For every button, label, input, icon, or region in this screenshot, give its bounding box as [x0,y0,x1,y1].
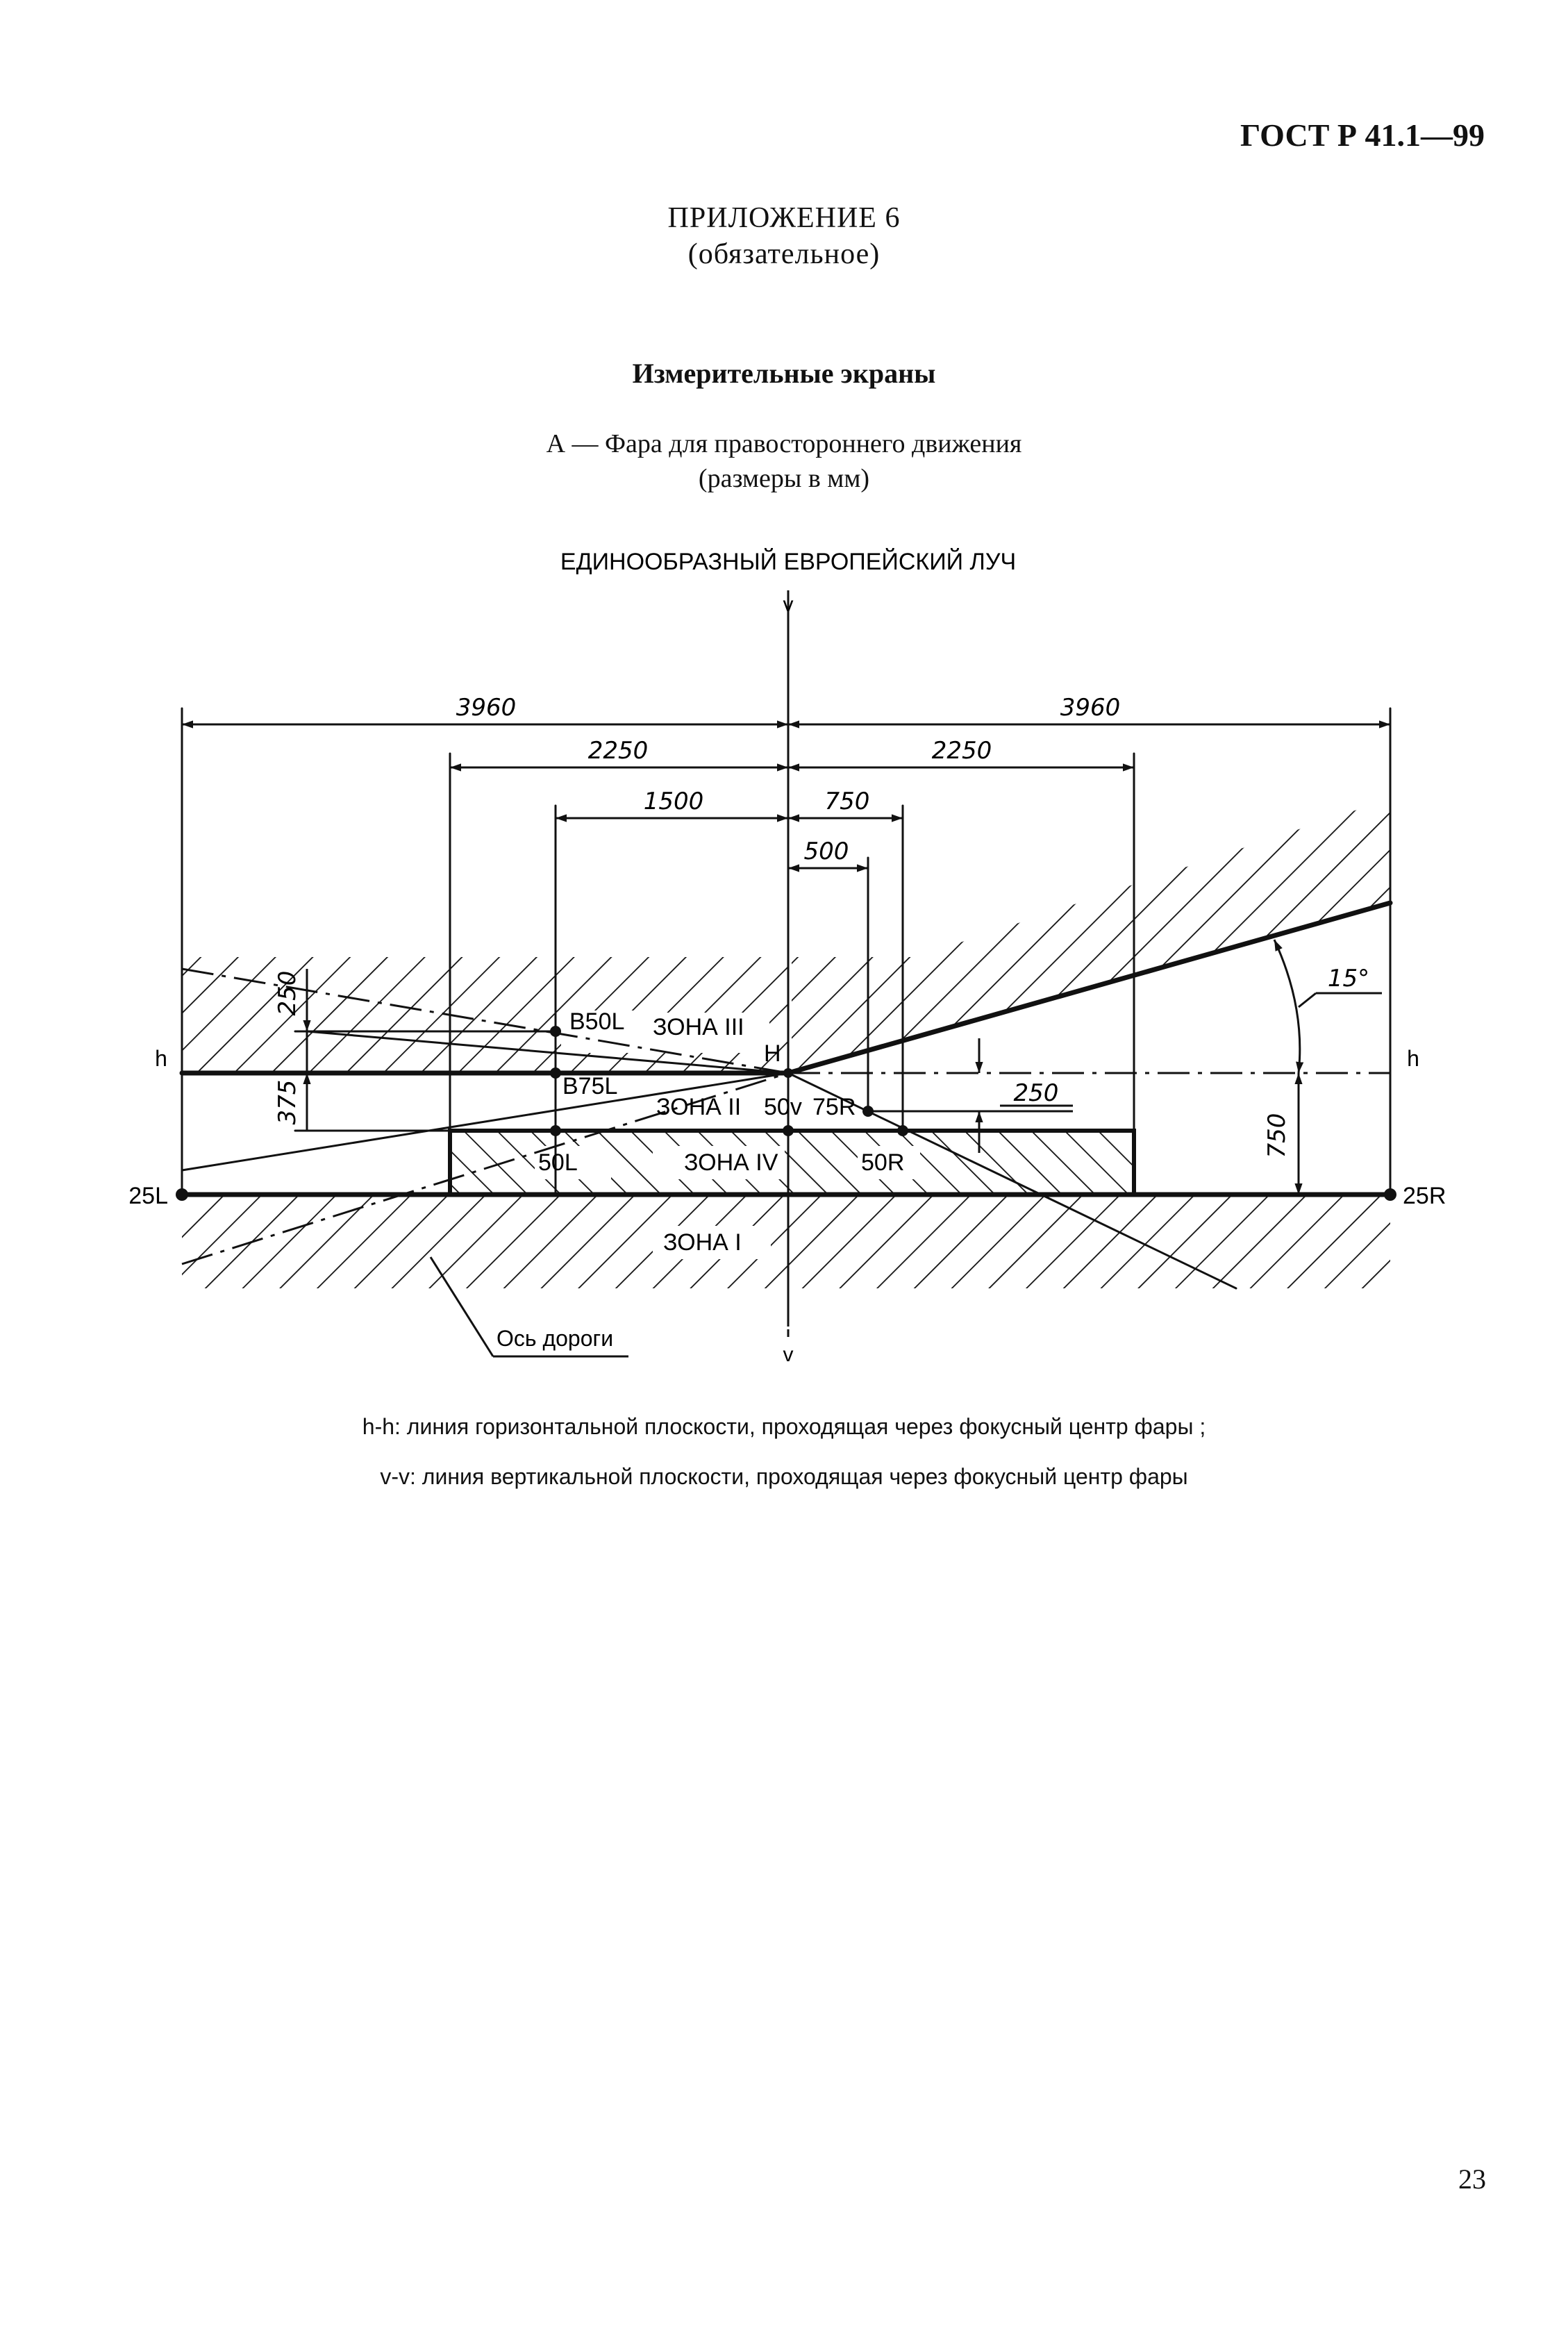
dim-angle-15: 15° [1327,965,1370,992]
label-zone-II: ЗОНА II [656,1094,742,1120]
label-50R: 50R [861,1149,905,1176]
dim-750: 750 [824,788,870,815]
dim-750-vertical: 750 [1263,1113,1291,1158]
label-50v: 50v [764,1094,802,1120]
label-H: H [764,1040,781,1067]
point-H-dot [783,1068,793,1078]
leader-15 [1299,993,1316,1007]
point-50R-dot [897,1125,908,1136]
note-vv: v-v: линия вертикальной плоскости, проходящая через фокусный центр фары [380,1464,1188,1489]
label-zone-III: ЗОНА III [653,1014,744,1040]
label-25L: 25L [128,1183,168,1209]
dim-2250-left: 2250 [587,737,649,765]
point-75R-dot [862,1106,874,1117]
axis-h-left: h [155,1046,167,1071]
dim-500: 500 [803,838,849,865]
axis-v-bottom: v [783,1343,794,1366]
dim-2250-right: 2250 [931,737,992,765]
dim-250-right: 250 [1013,1079,1059,1107]
note-hh: h-h: линия горизонтальной плоскости, проходящая через фокусный центр фары ; [362,1414,1206,1439]
dim-1500: 1500 [643,788,704,815]
document-code: ГОСТ Р 41.1—99 [1240,117,1485,153]
dim-3960-right: 3960 [1060,694,1121,722]
dim-250-left: 250 [274,970,301,1016]
point-B75L-dot [550,1067,561,1079]
annex-status: (обязательное) [687,238,881,270]
dim-375: 375 [274,1079,301,1125]
point-B50L-dot [550,1026,561,1037]
point-25R-dot [1384,1188,1396,1201]
subtitle-line-1: А — Фара для правостороннего движения [546,429,1022,458]
label-road-axis: Ось дороги [497,1326,614,1351]
point-25L-dot [176,1188,188,1201]
label-75R: 75R [812,1094,856,1120]
label-25R: 25R [1403,1183,1446,1209]
label-B75L: B75L [562,1073,618,1099]
upper-right-wedge [792,799,1390,1070]
diagram-heading: ЕДИНООБРАЗНЫЙ ЕВРОПЕЙСКИЙ ЛУЧ [560,549,1017,575]
label-zone-I: ЗОНА I [663,1229,742,1256]
label-zone-IV: ЗОНА IV [684,1149,778,1176]
axis-h-right: h [1407,1046,1419,1071]
angle-arc-15 [1274,940,1300,1073]
subtitle-line-2: (размеры в мм) [698,464,870,493]
point-50L-dot [550,1125,561,1136]
label-50L: 50L [538,1149,578,1176]
point-50v-dot [783,1125,794,1136]
dim-3960-left: 3960 [456,694,517,722]
annex-number: ПРИЛОЖЕНИЕ 6 [667,202,901,234]
definitions [0,1402,1568,1502]
axis-v-top: v [783,593,794,616]
label-B50L: B50L [569,1008,625,1035]
page-number: 23 [1458,2163,1486,2195]
page-title: Измерительные экраны [632,358,936,389]
